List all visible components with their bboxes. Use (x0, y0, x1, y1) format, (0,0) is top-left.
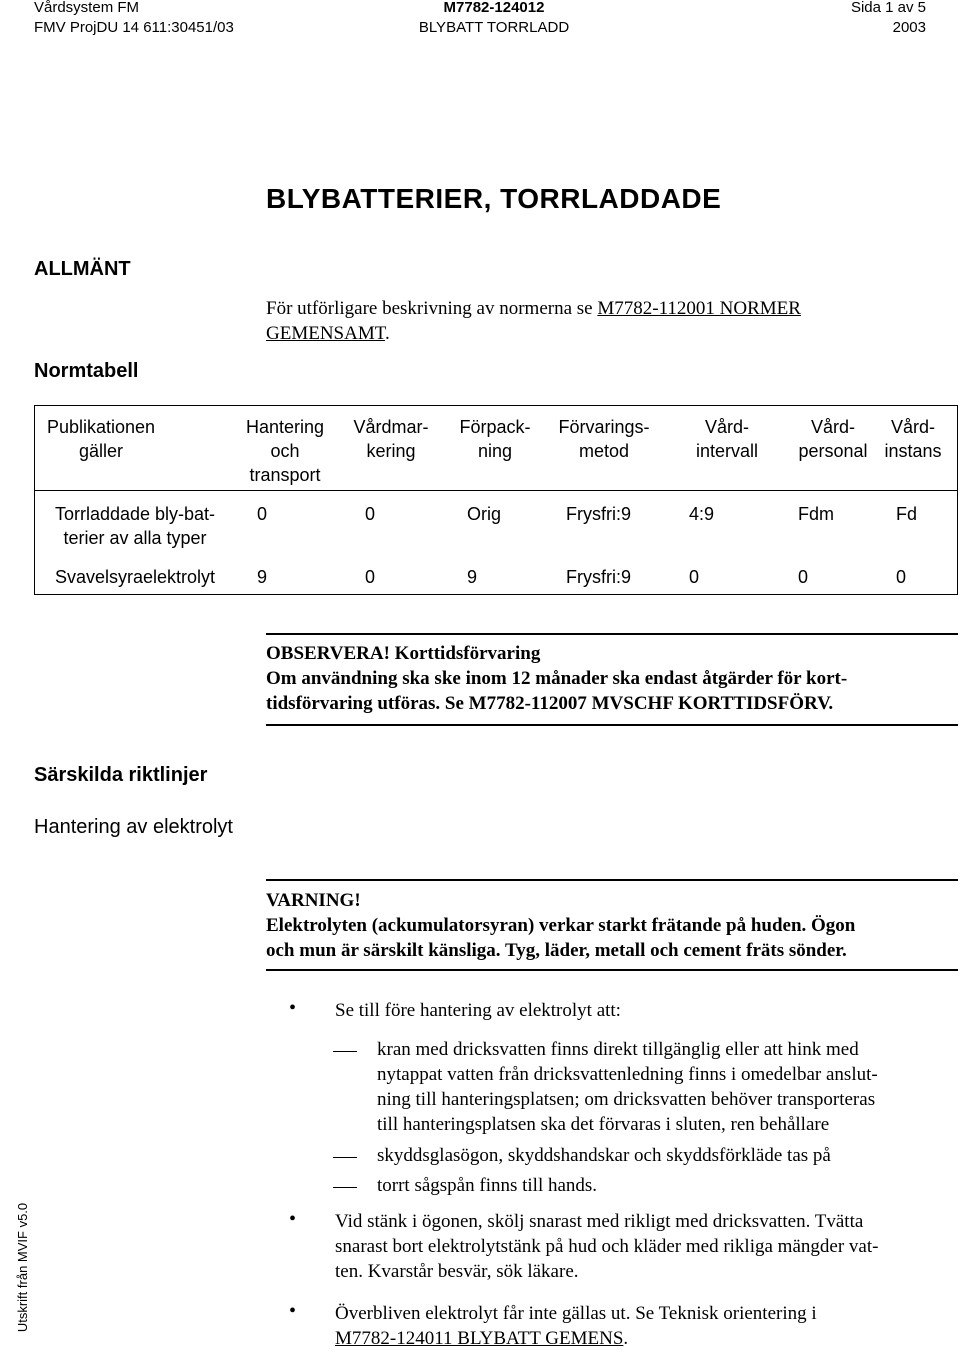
table-header-divider (35, 490, 957, 491)
table-cell: Orig (467, 504, 502, 524)
table-cell: 0 (365, 567, 376, 587)
table-header-care-instance: Vård- instans (884, 417, 942, 461)
norm-reference-link-cont[interactable]: GEMENSAMT (266, 323, 385, 344)
table-header-publication: Publikationen gäller (46, 417, 156, 461)
table-cell: 0 (257, 504, 268, 524)
table-header-storage-method: Förvarings- metod (558, 417, 650, 461)
warning-top-rule (266, 879, 958, 881)
document-title: BLYBATTERIER, TORRLADDADE (266, 183, 722, 214)
table-cell: 4:9 (689, 504, 715, 524)
table-cell: 0 (689, 567, 700, 587)
sub-item-2: skyddsglasögon, skyddshandskar och skyddsförkläde tas på (377, 1145, 831, 1166)
document-short-name: BLYBATT TORRLADD (418, 19, 570, 36)
table-cell: 0 (798, 567, 809, 587)
table-cell: Fd (896, 504, 918, 524)
document-code: M7782-124012 (443, 0, 545, 16)
table-cell: Frysfri:9 (566, 504, 631, 524)
table-header-handling: Hantering och transport (245, 417, 325, 485)
notice-top-rule (266, 633, 958, 635)
allmant-text: För utförligare beskrivning av normerna se (266, 298, 598, 319)
page-number: Sida 1 av 5 (850, 0, 926, 16)
table-row-1-publication: Torrladdade bly-bat- terier av alla typer (54, 504, 216, 548)
table-cell: Fdm (798, 504, 834, 524)
bullet-icon: • (289, 1300, 297, 1322)
project-id: FMV ProjDU 14 611:30451/03 (34, 19, 234, 36)
sub-item-1: kran med dricksvatten finns direkt tillgänglig eller att hink med nytappat vatten från dricksvattenledning finns i omedelbar anslut- ning till hanteringsplatsen; om dricksvatten behöver transporteras till hanteringsplatsen ska det förvaras i sluten, ren behållare (377, 1039, 878, 1135)
subheading-elektrolyt: Hantering av elektrolyt (34, 816, 233, 838)
section-heading-normtabell: Normtabell (34, 360, 139, 382)
system-name: Vårdsystem FM (34, 0, 140, 16)
observera-line-1: Om användning ska ske inom 12 månader ska endast åtgärder för kort- (266, 668, 848, 689)
table-cell: 9 (467, 567, 478, 587)
varning-line-1: Elektrolyten (ackumulatorsyran) verkar starkt frätande på huden. Ögon (266, 915, 856, 936)
header-right (851, 0, 926, 38)
norm-reference-link[interactable]: M7782-112001 NORMER (597, 298, 801, 319)
bullet-icon: • (289, 1208, 297, 1230)
table-header-care-personnel: Vård- personal (798, 417, 868, 461)
norm-table (34, 405, 958, 595)
varning-notice (266, 888, 958, 963)
document-year: 2003 (892, 19, 926, 36)
warning-bottom-rule (266, 969, 958, 971)
varning-line-2: och mun är särskilt känsliga. Tyg, läder, metall och cement fräts sönder. (266, 940, 847, 961)
table-cell: Frysfri:9 (566, 567, 631, 587)
table-cell: 0 (896, 567, 907, 587)
teknisk-orientering-link[interactable]: M7782-124011 BLYBATT GEMENS (335, 1328, 624, 1349)
print-stamp: Utskrift från MVIF v5.0 (15, 1202, 31, 1333)
observera-title: Korttidsförvaring (394, 643, 541, 664)
sub-item-3: torrt sågspån finns till hands. (377, 1175, 598, 1196)
varning-label: VARNING! (266, 890, 361, 911)
table-header-care-interval: Vård- intervall (695, 417, 759, 461)
section-heading-allmant: ALLMÄNT (34, 258, 131, 280)
table-cell: 9 (257, 567, 268, 587)
table-header-packaging: Förpack- ning (459, 417, 531, 461)
bullet-2-text: Vid stänk i ögonen, skölj snarast med rikligt med dricksvatten. Tvätta snarast bort elektrolytstänk på hud och kläder med rikliga mängder vat- ten. Kvarstår besvär, sök läkare. (335, 1211, 879, 1282)
bullet-1-text: Se till före hantering av elektrolyt att: (335, 1000, 621, 1021)
notice-bottom-rule (266, 724, 958, 726)
table-header-marking: Vårdmar- kering (353, 417, 429, 461)
dash-icon (333, 1051, 357, 1052)
observera-label: OBSERVERA! (266, 643, 390, 664)
header-center (400, 0, 588, 38)
observera-notice (266, 641, 958, 716)
table-row-2-publication: Svavelsyraelektrolyt (55, 567, 216, 587)
bullet-icon: • (289, 997, 297, 1019)
bullet-3-text: Överbliven elektrolyt får inte gällas ut. Se Teknisk orientering i M7782-124011 BLYBATT GEMENS. (335, 1303, 817, 1349)
section-heading-riktlinjer: Särskilda riktlinjer (34, 764, 208, 786)
table-cell: 0 (365, 504, 376, 524)
observera-line-2: tidsförvaring utföras. Se M7782-112007 MVSCHF KORTTIDSFÖRV. (266, 693, 834, 714)
dash-icon (333, 1187, 357, 1188)
dash-icon (333, 1157, 357, 1158)
allmant-paragraph: För utförligare beskrivning av normerna se M7782-112001 NORMER GEMENSAMT. (266, 298, 801, 344)
header-left (34, 0, 234, 38)
